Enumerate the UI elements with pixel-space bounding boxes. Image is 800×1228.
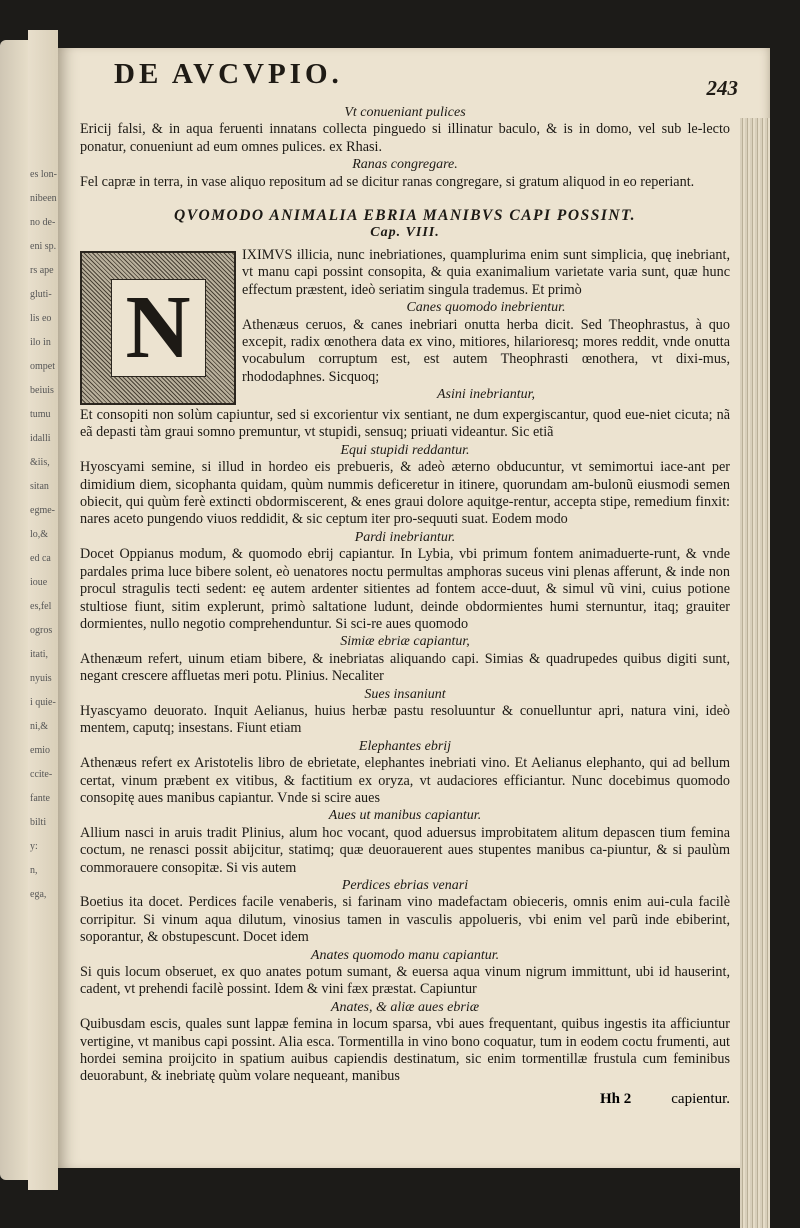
facing-page-margin [28,30,58,1190]
page-content [80,54,738,1107]
margin-fragment: lis eo [30,313,52,324]
margin-fragment: nibeen [30,193,57,204]
margin-fragment: ccite- [30,769,53,780]
paragraph: Ericij falsi, & in aqua feruenti innatans collecta pinguedo si illinatur baculo, & is in domo, vel sub le-lecto ponatur, conueniunt ad eum omnes pulices. ex Rhasi. [80,121,730,155]
paragraph: Hyoscyami semine, si illud in hordeo eis prebueris, & adeò æterno obducuntur, vt semimortui iace-ant per dimidium diem, sicophanta quidam, quùm nummis deficeretur in itinere, quorundam am-bulonũ eiusmodi semen obiecit, qui quùm ferè extincti obdormiscerent, & enes graui dolore aquitge-rentur, accepta stipe, remedium finxit: nares aceto pungendo viuos reddidit, & sic ceptum iter pro-sequuti suat. Eodem modo [80,459,730,528]
margin-fragment: beiuis [30,385,54,396]
section-heading: Anates quomodo manu capiantur. [310,947,500,963]
opening-heading-2: Asini inebriantur, [436,387,535,403]
margin-fragment: gluti- [30,289,52,300]
catchword-text: capientur. [671,1090,730,1107]
margin-fragment: emio [30,745,50,756]
margin-fragment: ioue [30,577,48,588]
section-heading: Equi stupidi reddantur. [340,442,470,458]
signature-mark: Hh 2 [600,1090,632,1107]
margin-fragment: ed ca [30,553,51,564]
paragraph: Athenæus refert ex Aristotelis libro de ebrietate, elephantes inebriati vino. Et Aelianus elephanto, qui ad bellum certat, vinum præbent ex vitibus, & factitium ex oryza, vt audaciores efficiantur. Nunc docebimus quomodo consopitę aues manibus capiantur. Vnde si scire aues [80,755,730,806]
margin-fragment: nyuis [30,673,52,684]
decorated-initial [80,251,236,405]
margin-fragment: y: [30,841,38,852]
initial-letter: N [111,279,206,377]
section-heading: Aues ut manibus capiantur. [328,808,482,824]
margin-fragment: ilo in [30,337,51,348]
opening-heading: Canes quomodo inebrientur. [406,300,566,316]
margin-fragment: eni sp. [30,241,57,252]
margin-fragment: lo,& [30,529,49,540]
section-heading: Sues insaniunt [364,686,446,702]
margin-fragment: tumu [30,409,51,420]
text-section-2 [80,407,730,1086]
margin-fragment: bilti [30,817,47,828]
catchword [600,1091,730,1108]
margin-fragment: no de- [30,217,56,228]
margin-fragment: ompet [30,361,55,372]
text-section-1 [80,104,730,191]
margin-fragment: idalli [30,433,51,444]
section-heading: Perdices ebrias venari [341,878,469,893]
running-head [80,54,738,104]
margin-fragment: n, [30,865,38,876]
opening-paragraph: IXIMVS illicia, nunc inebriationes, quamplurima enim sunt simplicia, quę inebriant, vt manu capi possint consopita, & quia exanimalium varietate varia sunt, quæ hunc effectum præstent, ideò seriatim singula trademus. Et primò [242,247,730,298]
margin-fragment: fante [30,793,50,804]
section-heading: Vt conueniant pulices [344,105,466,120]
section-heading: Elephantes ebrij [358,738,452,754]
opening-paragraph-2: Athenæus ceruos, & canes inebriari onutta herba dicit. Sed Theophrastus, à quo excepit, radix œnothera data ex vino, mitiores, hilarioresq; mores reddit, vnde onutta vocabulum corruptum est, est autem Theophrasti œnothera, vt dixi-mus, rhododaphnes. Sicquoq; [242,316,730,385]
paragraph: Athenæum refert, uinum etiam bibere, & inebriatas aliquando capi. Simias & quadrupedes quibus digiti sunt, negant crescere affluetas meri potu. Plinius. Necaliter [80,650,730,685]
margin-fragment: es,fel [30,601,52,612]
paragraph: Si quis locum obseruet, ex quo anates potum sumant, & euersa aqua vinum nigrum immittunt, ubi id hauserint, cadent, vt prehendi facilè possint. Idem & vini fæx præstat. Capiuntur [80,964,730,998]
scanner-edge [0,40,28,1180]
page-number: 243 [706,76,738,100]
paragraph: Docet Oppianus modum, & quomodo ebrij capiantur. In Lybia, vbi primum fontem animaduerte-runt, & vnde pardales prima luce bibere solent, eò uenatores noctu permultas amphoras suceus vini plenas afferunt, & inde non procul stragulis tecti sedent: eę autem ardenter sitientes ad fontem acce-duut, & simul vũ vini, cuius potione stultiose fiunt, sitim explerunt, primò saltatione ludunt, deinde obdormientes humi sternuntur, itaq; grauiter dormientes, nullo negotio comprehenduntur. Si sci-re aues quomodo [80,546,730,632]
margin-fragment: ogros [30,625,53,636]
page-edges [740,118,770,1228]
section-heading: Anates, & aliæ aues ebriæ [330,999,480,1015]
book-page [58,48,770,1168]
margin-fragment: egme- [30,505,55,516]
margin-fragment: es lon- [30,169,57,180]
paragraph: Allium nasci in aruis tradit Plinius, alum hoc vocant, quod aduersus improbitatem alitum depascen tium femina coctum, ne renasci possit abijcitur, statimq; quæ deuorauerent aues stupentes manibus ca-piuntur, & si paulùm commorauere consopitæ. Si vis autem [80,824,730,876]
paragraph: Boetius ita docet. Perdices facile venaberis, si farinam vino madefactam obieceris, omnis enim aui-cula facilè corripitur. Si vinum aqua dilutum, vinosius tamen in vasculis appolueris, vbi enim vel parũ inde ebiberint, soporantur, & obstupescunt. Docet idem [80,894,730,946]
section-heading: Simiæ ebriæ capiantur, [340,634,470,650]
catchword-line [80,1086,730,1106]
margin-fragment: sitan [30,481,49,492]
paragraph: Quibusdam escis, quales sunt lappæ femina in locum sparsa, vbi aues frequentant, quibus ingestis ita afficiuntur vertigine, vt manibus capi possint. Alia esca. Tormentilla in vino bono coquatur, tum in eodem coctu frumenti, aut hordei semina proijcito in spatium auibus capiendis destinatum, sic enim tormentillæ frustula cum feminibus deuorabunt, & inebriatę quùm volare nequeant, manibus [80,1016,730,1085]
section-heading: Ranas congregare. [352,157,458,173]
chapter-title: QVOMODO ANIMALIA EBRIA MANIBVS CAPI POSSINT. [174,207,636,225]
margin-fragment: ega, [30,889,47,900]
chapter-opening [80,247,730,407]
margin-fragment: rs ape [30,265,54,276]
margin-fragment: itati, [30,649,49,660]
paragraph: Hyascyamo deuorato. Inquit Aelianus, huius herbæ pastu resoluuntur & conuelluntur apri, natura vini, ideò mentem, caputq; insestans. Fiunt etiam [80,702,730,737]
chapter-number: Cap. VIII. [370,225,440,241]
section-heading: Pardi inebriantur. [354,529,456,545]
margin-fragment: ni,& [30,721,49,732]
paragraph: Fel capræ in terra, in vase aliquo repositum ad se dicitur ranas congregare, si gratum aliquod in eo reperiant. [80,173,695,190]
opening-text [242,247,730,404]
paragraph: Et consopiti non solùm capiuntur, sed si excorientur vix sentiant, ne dum expergiscantur, quod eue-niet cicuta; nã eã depasti tàm graui somno premuntur, vt stupidi, sensuq; priuati videantur. Sic etiã [80,407,730,441]
running-head-title: DE AVCVPIO. [114,58,343,90]
margin-fragment: i quie- [30,697,56,708]
margin-fragment: &iis, [30,457,50,468]
